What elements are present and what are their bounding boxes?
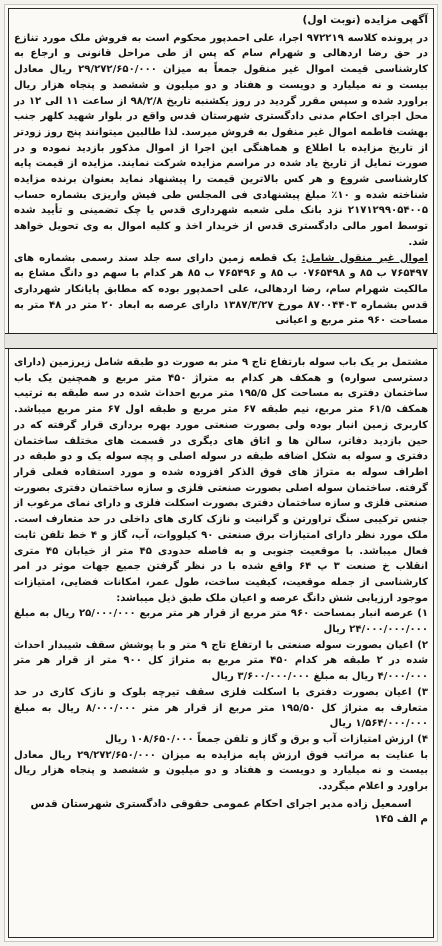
notice-title: آگهی مزایده (نوبت اول) bbox=[302, 14, 428, 26]
property-description: یک قطعه زمین دارای سه جلد سند رسمی بشماره های ۷۶۵۴۹۷ ب ۸۵ و ۰۷۶۵۴۹۸ ب ۸۵ و ۷۶۵۴۹۶ ب ۸۵ هر کدام با سهم دو دانگ مشاع به مالکیت شهرام سام، رضا اردهالی، علی احمدپور بوده که مطابق پایانکار شهرداری قدس بشماره ۸۷۰۰۴۴۰۳ مورخ ۱۳۸۷/۳/۲۷ دارای عرصه به ابعاد ۲۰ متر در ۴۸ متر به مساحت ۹۶۰ متر مربع و اعیانی bbox=[14, 252, 428, 327]
signature: اسمعیل زاده مدیر اجرای احکام عمومی حقوقی دادگستری شهرستان قدس bbox=[30, 797, 412, 810]
valuation-item-3: ۳) اعیان بصورت دفتری با اسکلت فلزی سقف تیرچه بلوک و نازک کاری در حد متعارف به متراژ کل ۱۹۵/۵۰ متر مربع از قرار هر متر ۸/۰۰۰/۰۰۰ ریال به مبلغ ۱/۵۶۴/۰۰۰/۰۰۰ ریال bbox=[14, 686, 428, 730]
column-divider bbox=[5, 333, 437, 349]
valuation-item-2: ۲) اعیان بصورت سوله صنعتی با ارتفاع تاج ۹ متر و با پوشش سقف شیبدار احداث شده در ۲ طبقه هر کدام ۴۵۰ متر مربع به متراژ کل ۹۰۰ متر از قرار هر متر ۴/۰۰۰/۰۰۰ ریال به مبلغ ۳/۶۰۰/۰۰۰/۰۰۰ ریال bbox=[14, 639, 429, 683]
valuation-item-1: ۱) عرصه انبار بمساحت ۹۶۰ متر مربع از قرار هر متر مربع ۲۵/۰۰۰/۰۰۰ ریال به مبلغ ۲۴/۰۰۰/۰۰۰/۰۰۰ ریال bbox=[14, 608, 428, 636]
valuation-list bbox=[14, 606, 428, 747]
valuation-item-4: ۴) ارزش امتیازات آب و برق و گاز و تلفن جمعاً ۱۰۸/۶۵۰/۰۰۰ ریال bbox=[105, 733, 428, 745]
property-section bbox=[14, 251, 428, 330]
property-continuation: مشتمل بر یک باب سوله بارتفاع تاج ۹ متر به صورت دو طبقه شامل زیرزمین (دارای دسترسی سواره) و همکف هر کدام به متراژ ۴۵۰ متر مربع و همچنین یک باب ساختمان دفتری به مساحت کل ۱۹۵/۵ متر مربع احداث شده در سه طبقه به ترتیب همکف ۶۱/۵ متر مربع، نیم طبقه ۶۷ متر مربع و طبقه اول ۶۷ متر مربع میباشد. کاربری زمین انبار بوده ولی بصورت صنعتی مورد بهره برداری قرار گرفته که در حین بازدید دفاتر، سالن ها و اتاق های دیگری در قسمت های مختلف ساختمان دفتری و سوله به شکل اضافه طبقه در سوله اصلی و پچه سوله یک و دو طبقه در اطراف سوله به متراژ های فوق الذکر افزوده شده و مورد استفاده فعلی قرار گرفته. ساختمان سوله اصلی بصورت صنعتی فلزی و سازه ساختمان دفتری بصورت صنعتی فلزی و سازه ساختمان دفتری بصورت اسکلت فلزی و دارای نمای مرغوب از جنس ترکیبی سنگ تراورتن و گرانیت و نازک کاری های داخلی در حد متعارف است. ملک مورد نظر دارای امتیازات برق صنعتی ۹۰ کیلووات، آب، گاز و ۴ خط تلفن ثابت فعال میباشد. با موقعیت جنوبی و به فاصله حدودی ۴۵ متر از خیابان ۴۵ متری انقلاب خ صنعت ۳ پ ۶۴ واقع شده با در نظر گرفتن جمیع جهات موثر در امر کارشناسی از جمله موقعیت، کیفیت ساخت، طول عمر، امکانات فضایی، امتیازات موجود ارزیابی شش دانگ عرصه و اعیان ملک طبق ذیل میباشد: bbox=[14, 357, 429, 604]
reference-code: م الف ۱۴۵ bbox=[374, 813, 428, 826]
notice-content bbox=[14, 13, 428, 935]
closing-statement: با عنایت به مراتب فوق ارزش پایه مزایده به میزان ۲۹/۲۷۲/۶۵۰/۰۰۰ ریال معادل بیست و نه میلیارد و دویست و هفتاد و دو میلیون و ششصد و پنجاه هزار ریال براورد و اعلام میگردد. bbox=[14, 749, 429, 793]
property-heading: اموال غیر منقول شامل: bbox=[301, 252, 429, 264]
notice-intro: در پرونده کلاسه ۹۷۲۲۱۹ اجرا، علی احمدپور محکوم است به فروش ملک مورد تنازع در حق رضا اردهالی و شهرام سام که پس از طی مراحل قانونی و ارجاع به کارشناسی قیمت اموال غیر منقول جمعاً به میزان ۲۹/۲۷۲/۶۵۰/۰۰۰ ریال معادل بیست و نه میلیارد و دویست و هفتاد و دو میلیون و ششصد و پنجاه هزار ریال براورد شده و سپس مقرر گردید در روز یکشنبه تاریخ ۹۸/۲/۸ از ساعت ۱۱ الی ۱۲ در محل اجرای احکام مدنی دادگستری شهرستان قدس واقع در بلوار شهید کلهر جنب بهشت فاطمه اموال غیر منقول به فروش میرسد. لذا طالبین میتوانند پنج روز زودتر از تاریخ مزایده با اطلاع و هماهنگی این اجرا از اموال مذکور بازدید نموده و در صورت تمایل از تاریخ یاد شده در مراسم مزایده شرکت نمایند. مزایده از قیمت پایه کارشناسی شروع و هر کس بالاترین قیمت را پیشنهاد نماید بعنوان برنده مزایده شناخته شده و ۱۰٪ مبلغ پیشنهادی فی المجلس طی فیش واریزی بشماره حساب ۲۱۷۱۲۹۹۰۵۴۰۰۵ نزد بانک ملی شعبه شهرداری قدس یا چک تضمینی و تأیید شده توسط امور مالی دادگستری قدس از خریدار اخذ و کلیه اموال به وی تحویل خواهد شد. bbox=[14, 32, 429, 248]
clipping-image bbox=[4, 4, 438, 942]
